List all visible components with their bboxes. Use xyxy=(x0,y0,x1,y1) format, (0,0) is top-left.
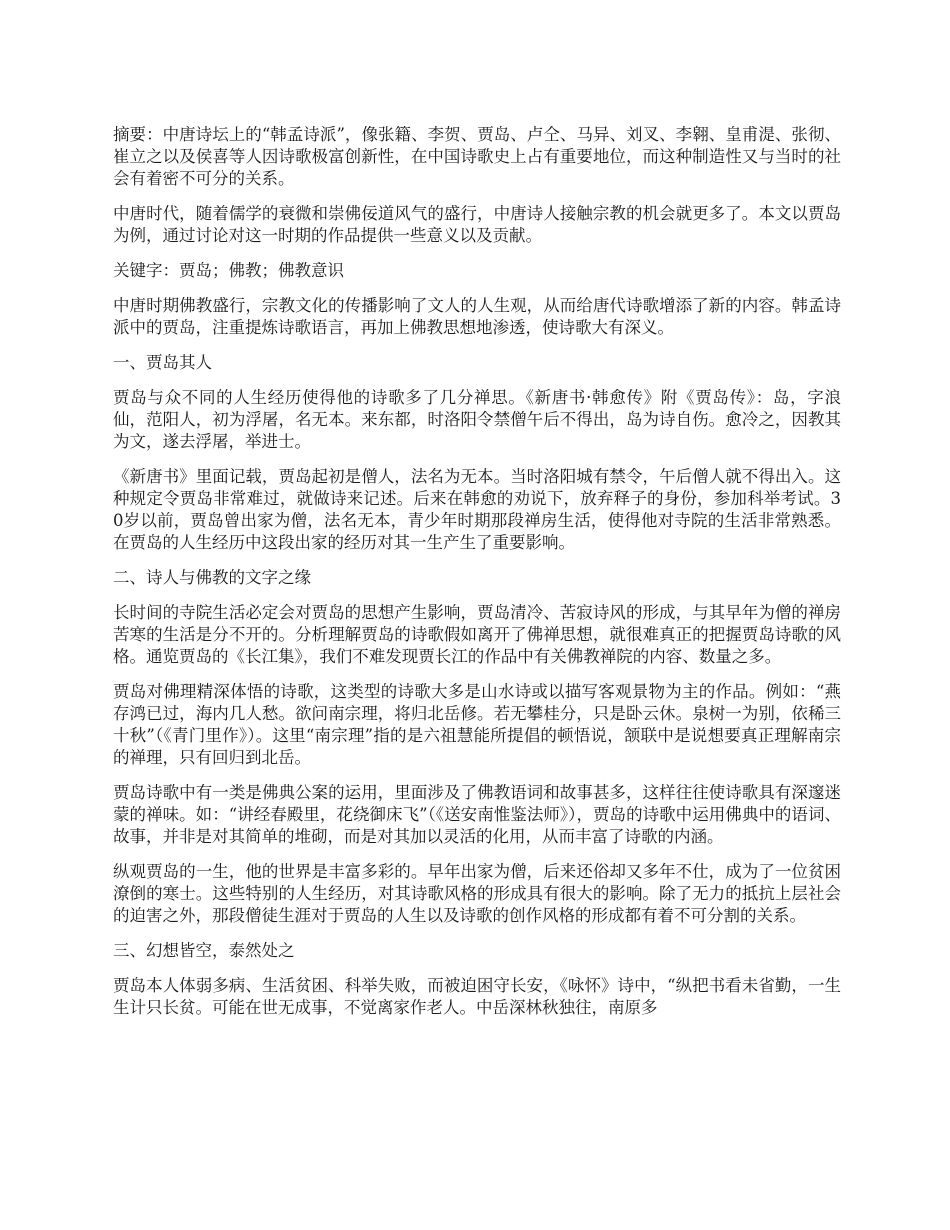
body-paragraph: 贾岛对佛理精深体悟的诗歌，这类型的诗歌大多是山水诗或以描写客观景物为主的作品。例如：“燕存鸿已过，海内几人愁。欲问南宗理，将归北岳修。若无攀桂分，只是卧云休。泉树一为别，依稀三十秋”（《青门里作》）。这里“南宗理”指的是六祖慧能所提倡的顿悟说，颔联中是说想要真正理解南宗的禅理，只有回归到北岳。 xyxy=(113,682,841,767)
body-paragraph: 贾岛本人体弱多病、生活贫困、科举失败，而被迫困守长安，《咏怀》诗中，“纵把书看未省勤，一生生计只长贫。可能在世无成事，不觉离家作老人。中岳深林秋独往，南原多 xyxy=(113,976,841,1017)
keywords-line: 关键字：贾岛；佛教；佛教意识 xyxy=(113,261,344,280)
abstract-paragraph: 摘要：中唐诗坛上的“韩孟诗派”，像张籍、李贺、贾岛、卢仝、马异、刘叉、李翱、皇甫湜、张彻、崔立之以及侯喜等人因诗歌极富创新性，在中国诗歌史上占有重要地位，而这种制造性又与当时的社会有着密不可分的关系。 xyxy=(113,125,841,188)
intro-paragraph: 中唐时代，随着儒学的衰微和崇佛佞道风气的盛行，中唐诗人接触宗教的机会就更多了。本文以贾岛为例，通过讨论对这一时期的作品提供一些意义以及贡献。 xyxy=(113,204,841,245)
document-body xyxy=(113,124,841,1032)
body-paragraph: 中唐时期佛教盛行，宗教文化的传播影响了文人的人生观，从而给唐代诗歌增添了新的内容。韩孟诗派中的贾岛，注重提炼诗歌语言，再加上佛教思想地渗透，使诗歌大有深义。 xyxy=(113,296,841,337)
body-paragraph: 贾岛诗歌中有一类是佛典公案的运用，里面涉及了佛教语词和故事甚多，这样往往使诗歌具有深邃迷蒙的禅味。如：“讲经春殿里，花绕御床飞”（《送安南惟鉴法师》），贾岛的诗歌中运用佛典中的语词、故事，并非是对其简单的堆砌，而是对其加以灵活的化用，从而丰富了诗歌的内涵。 xyxy=(113,783,841,846)
body-paragraph: 贾岛与众不同的人生经历使得他的诗歌多了几分禅思。《新唐书·韩愈传》附《贾岛传》：岛，字浪仙，范阳人，初为浮屠，名无本。来东都，时洛阳令禁僧午后不得出，岛为诗自伤。愈冷之，因教其为文，遂去浮屠，举进士。 xyxy=(113,388,841,451)
body-paragraph: 长时间的寺院生活必定会对贾岛的思想产生影响，贾岛清冷、苦寂诗风的形成，与其早年为僧的禅房苦寒的生活是分不开的。分析理解贾岛的诗歌假如离开了佛禅思想，就很难真正的把握贾岛诗歌的风格。通览贾岛的《长江集》，我们不难发现贾长江的作品中有关佛教禅院的内容、数量之多。 xyxy=(113,603,841,666)
body-paragraph: 纵观贾岛的一生，他的世界是丰富多彩的。早年出家为僧，后来还俗却又多年不仕，成为了一位贫困潦倒的寒士。这些特别的人生经历，对其诗歌风格的形成具有很大的影响。除了无力的抵抗上层社会的迫害之外，那段僧徒生涯对于贾岛的人生以及诗歌的创作风格的形成都有着不可分割的关系。 xyxy=(113,862,841,925)
section-heading-1: 一、贾岛其人 xyxy=(113,353,212,372)
section-heading-3: 三、幻想皆空，泰然处之 xyxy=(113,941,295,960)
section-heading-2: 二、诗人与佛教的文字之缘 xyxy=(113,568,311,587)
body-paragraph: 《新唐书》里面记载，贾岛起初是僧人，法名为无本。当时洛阳城有禁令，午后僧人就不得出入。这种规定令贾岛非常难过，就做诗来记述。后来在韩愈的劝说下，放弃释子的身份，参加科举考试。30岁以前，贾岛曾出家为僧，法名无本，青少年时期那段禅房生活，使得他对寺院的生活非常熟悉。在贾岛的人生经历中这段出家的经历对其一生产生了重要影响。 xyxy=(113,467,841,552)
